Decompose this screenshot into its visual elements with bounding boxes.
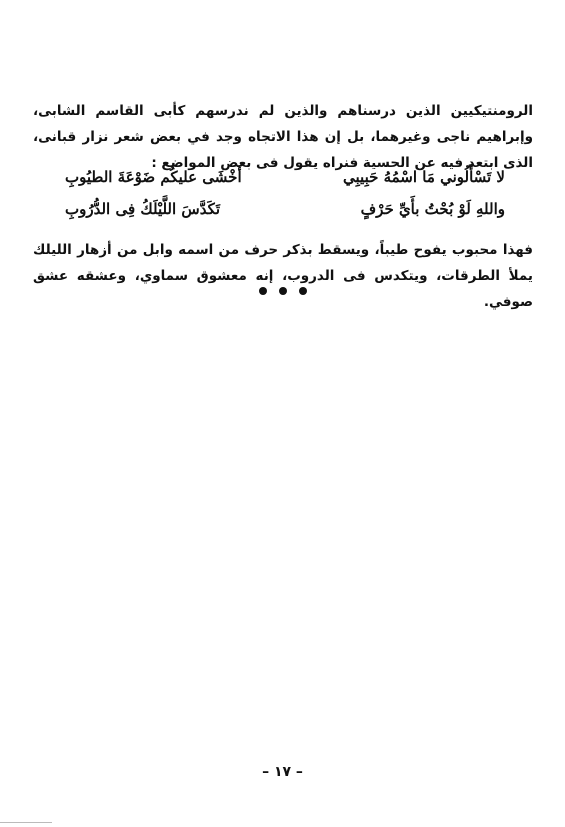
intro-paragraph: الرومنتيكيين الذين درسناهم والذين لم ندرسهم كأبى القاسم الشابى، وإبراهيم ناجى وغيرهما، بل إن هذا الاتجاه وجد في بعض شعر نزار قبانى، الذى ابتعد فيه عن الحسية فنراه يقول فى بعض المواضع : [33,102,533,171]
scan-edge-line [0,822,52,823]
poem-verse-2 [65,194,505,224]
divider-dot [279,287,287,295]
verse-1-first-hemistich: لا تَسْأَلُوني مَا اسْمُهُ حَبِيبِي [343,168,505,186]
section-divider [0,287,565,295]
verse-1-second-hemistich: أَخْشَى عليكُم ضَوْعَةَ الطيُوبِ [65,168,242,186]
verse-2-second-hemistich: تَكَدَّسَ اللَّيْلَكُ فِى الدُّرُوبِ [65,200,221,218]
divider-dot [259,287,267,295]
page-number: – ١٧ – [262,764,303,780]
divider-dot [299,287,307,295]
poem-verse-1 [65,162,505,192]
commentary-paragraph: فهذا محبوب يفوح طيباً، ويسقط بذكر حرف من اسمه وابل من أزهار الليلك يملأ الطرقات، ويتكدس فى الدروب، إنه معشوق سماوي، وعشقه عشق صوفي. [33,241,533,310]
verse-2-first-hemistich: واللهِ لَوْ بُحْتُ بأَيِّ حَرْفٍ [360,200,505,218]
